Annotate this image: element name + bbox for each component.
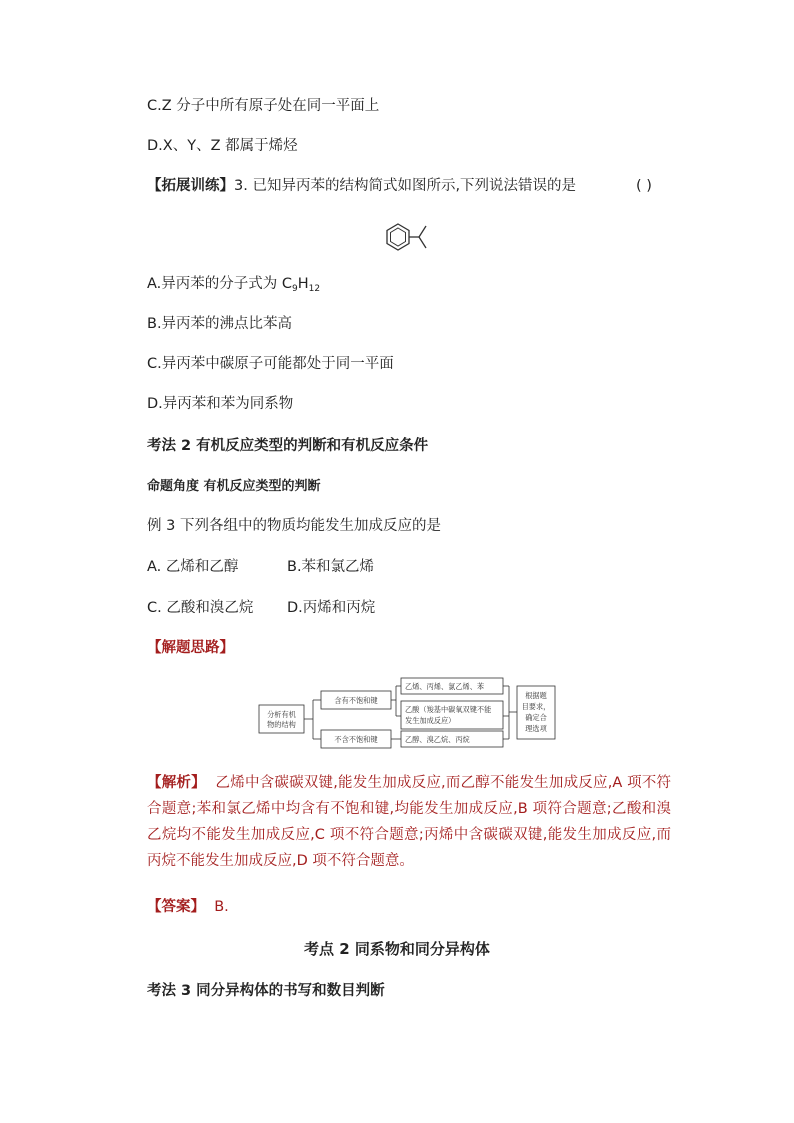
flow-start-line2: 物的结构 bbox=[267, 720, 296, 729]
flow-conclusion-2: 目要求， bbox=[521, 702, 551, 711]
option-d-q3: D.异丙苯和苯为同系物 bbox=[147, 396, 294, 412]
answer-parentheses: ( ) bbox=[636, 178, 652, 194]
option-a-q3: A.异丙苯的分子式为 $C_9H_{12}$ bbox=[147, 276, 321, 294]
flow-yes-result-1: 乙烯、丙烯、氯乙烯、苯 bbox=[405, 682, 485, 691]
analysis-paragraph bbox=[147, 770, 671, 874]
flow-no-result: 乙醇、溴乙烷、丙烷 bbox=[405, 735, 470, 744]
flow-branch-yes: 含有不饱和键 bbox=[334, 696, 378, 705]
answer-value: B. bbox=[214, 899, 229, 915]
analysis-label: 【解析】 bbox=[147, 775, 206, 791]
example-3-option-d: D.丙烯和丙烷 bbox=[287, 600, 376, 616]
flow-yes-result-2a: 乙酸（羧基中碳氧双键不能 bbox=[405, 705, 492, 714]
example-3-option-b: B.苯和氯乙烯 bbox=[287, 559, 375, 575]
extension-training-tag: 【拓展训练】 bbox=[147, 178, 234, 194]
example-3-stem: 例 3 下列各组中的物质均能发生加成反应的是 bbox=[147, 518, 441, 534]
solution-thinking-label: 【解题思路】 bbox=[147, 640, 234, 656]
question-3-text: 3. 已知异丙苯的结构简式如图所示,下列说法错误的是 bbox=[234, 178, 577, 194]
flow-branch-no: 不含不饱和键 bbox=[334, 735, 378, 744]
option-d-q2: D.X、Y、Z 都属于烯烃 bbox=[147, 138, 298, 154]
analysis-text: 乙烯中含碳碳双键,能发生加成反应,而乙醇不能发生加成反应,A 项不符合题意;苯和氯乙烯中均含有不饱和键,均能发生加成反应,B 项符合题意;乙酸和溴乙烷均不能发生加成反应,C 项不符合题意;丙烯中含碳碳双键,能发生加成反应,而丙烷不能发生加成反应,D 项不符合题意。 bbox=[147, 775, 672, 869]
answer-label: 【答案】 bbox=[147, 899, 205, 915]
option-c-q2: C.Z 分子中所有原子处在同一平面上 bbox=[147, 98, 380, 114]
flow-conclusion-1: 根据题 bbox=[525, 691, 547, 700]
flow-yes-result-2b: 发生加成反应） bbox=[405, 716, 456, 725]
point-2-heading: 考点 2 同系物和同分异构体 bbox=[304, 940, 490, 958]
flow-conclusion-3: 确定合 bbox=[525, 713, 547, 722]
isopropylbenzene-structure bbox=[378, 218, 448, 258]
question-angle: 命题角度 有机反应类型的判断 bbox=[147, 479, 321, 494]
method-2-title: 考法 2 有机反应类型的判断和有机反应条件 bbox=[147, 438, 429, 454]
method-3-title: 考法 3 同分异构体的书写和数目判断 bbox=[147, 983, 385, 999]
solution-flowchart bbox=[257, 674, 567, 756]
example-3-option-c: C. 乙酸和溴乙烷 bbox=[147, 600, 254, 616]
flow-start-line1: 分析有机 bbox=[267, 710, 296, 719]
example-3-option-a: A. 乙烯和乙醇 bbox=[147, 559, 239, 575]
option-b-q3: B.异丙苯的沸点比苯高 bbox=[147, 316, 293, 332]
answer-line bbox=[147, 897, 229, 917]
option-c-q3: C.异丙苯中碳原子可能都处于同一平面 bbox=[147, 356, 394, 372]
question-3-stem bbox=[147, 176, 576, 196]
flow-conclusion-4: 理选项 bbox=[525, 724, 547, 733]
